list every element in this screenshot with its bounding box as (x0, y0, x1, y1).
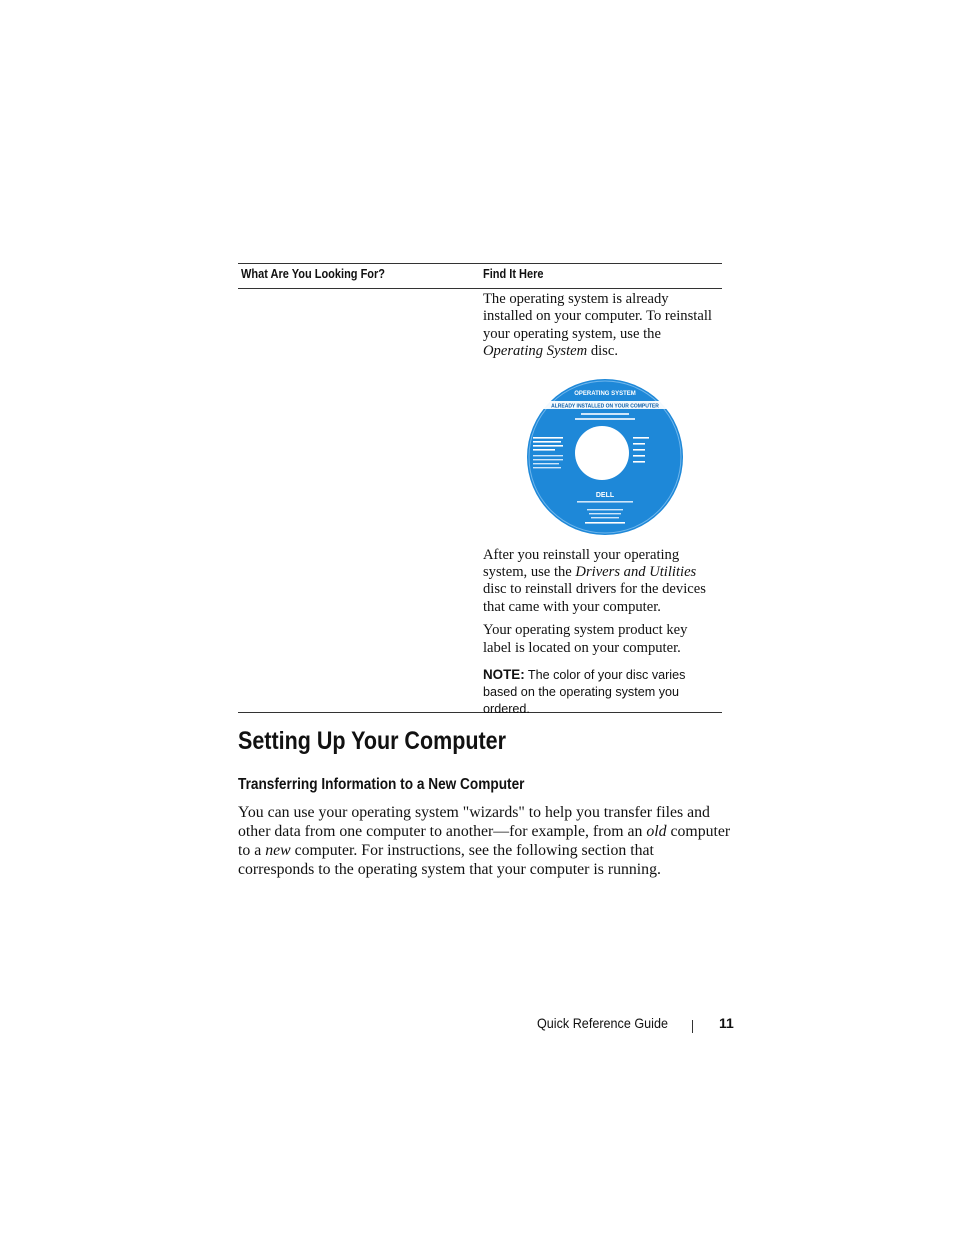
transfer-wizard-paragraph: You can use your operating system "wizards" to help you transfer files and other data from one computer to another—for example, from an old computer to a new computer. For instructions, see the following section that corresponds to the operating system that your computer is running. (238, 804, 731, 878)
disc-fineprint-line (533, 437, 563, 439)
disc-fineprint-line (577, 501, 633, 503)
disc-fineprint-line (633, 443, 645, 445)
disc-fineprint-line (533, 455, 563, 456)
disc-color-note (483, 666, 719, 719)
column-header-find-it-here: Find It Here (483, 267, 544, 281)
disc-fineprint-line (633, 455, 645, 457)
disc-fineprint-line (533, 463, 559, 464)
reference-table (238, 263, 722, 717)
disc-fineprint-line (633, 449, 645, 451)
footer-separator (692, 1020, 693, 1033)
disc-fineprint-line (533, 459, 563, 460)
disc-center-hole (575, 426, 629, 480)
disc-fineprint-line (575, 418, 635, 420)
disc-brand-logo: DELL (595, 491, 615, 499)
column-header-looking-for: What Are You Looking For? (241, 267, 386, 281)
disc-fineprint-line (533, 441, 561, 443)
page-number: 11 (719, 1015, 734, 1031)
note-label: NOTE: (483, 667, 525, 683)
note-text: The color of your disc varies based on the operating system you ordered. (483, 668, 686, 717)
disc-top-label: OPERATING SYSTEM (574, 390, 636, 397)
disc-fineprint-line (591, 517, 619, 518)
disc-fineprint-line (633, 461, 645, 463)
disc-fineprint-line (533, 445, 563, 447)
section-title: Setting Up Your Computer (238, 727, 506, 755)
disc-band-label: ALREADY INSTALLED ON YOUR COMPUTER (551, 403, 659, 410)
footer-document-title: Quick Reference Guide (537, 1015, 668, 1031)
disc-graphic (525, 377, 685, 537)
disc-fineprint-line (587, 509, 623, 510)
disc-fineprint-line (633, 437, 649, 439)
disc-fineprint-line (533, 449, 555, 451)
disc-fineprint-line (585, 522, 625, 524)
product-key-paragraph: Your operating system product key label is located on your computer. (483, 622, 688, 656)
operating-system-disc-image (525, 377, 685, 537)
drivers-utilities-paragraph: After you reinstall your operating system, use the Drivers and Utilities disc to reinstall drivers for the devices that came with your computer. (483, 546, 706, 615)
disc-fineprint-line (581, 413, 629, 415)
disc-fineprint-line (589, 513, 621, 514)
table-row (238, 289, 722, 717)
subsection-title: Transferring Information to a New Computer (238, 776, 525, 793)
table-header-row (238, 264, 722, 288)
find-it-here-cell (483, 289, 719, 719)
disc-fineprint-line (533, 467, 561, 468)
os-installed-paragraph: The operating system is already installed on your computer. To reinstall your operating system, use the Operating System disc. (483, 291, 712, 360)
